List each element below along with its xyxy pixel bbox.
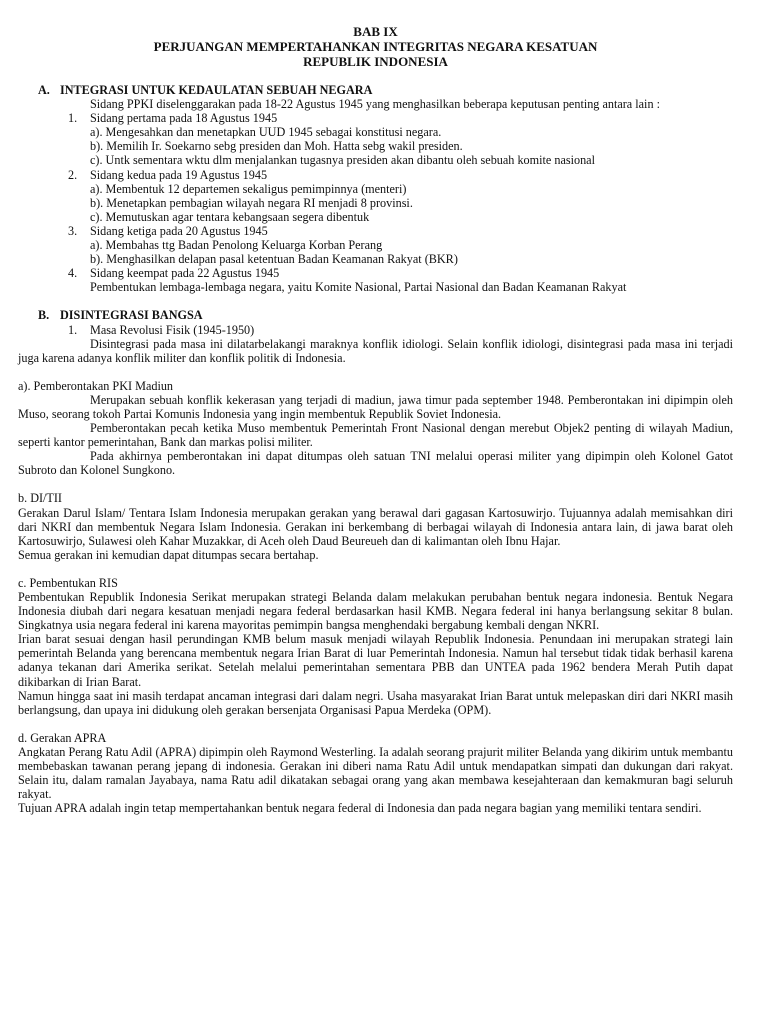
pki-paragraph-1: Merupakan sebuah konflik kekerasan yang terjadi di madiun, jawa timur pada september 1948. Pemberontakan ini dipimpin oleh Muso, seorang tokoh Partai Komunis Indonesia yang ingin membentuk Republik Soviet Indonesia. — [18, 392, 733, 421]
subsection-title: Masa Revolusi Fisik (1945-1950) — [90, 322, 255, 337]
document-page — [18, 24, 733, 815]
section-b-label: B. — [38, 308, 50, 323]
session-1-number: 1. — [68, 111, 78, 126]
session-2-item-c: c). Memutuskan agar tentara kebangsaan segera dibentuk — [90, 209, 370, 224]
section-a-label: A. — [38, 83, 50, 97]
ris-heading: c. Pembentukan RIS — [18, 575, 118, 590]
apra-paragraph-1: Angkatan Perang Ratu Adil (APRA) dipimpin oleh Raymond Westerling. Ia adalah seorang prajurit militer Belanda yang dikirim untuk membantu membebaskan tawanan perang jepang di indonesia. Gerakan ini diberi nama Ratu Adil untuk mendapatkan simpati dan dukungan dari rakyat. Selain itu, dalam ramalan Jayabaya, nama Ratu adil dikatakan sebagai orang yang akan membawa kesejahteraan dan kemakmuran bagi seluruh rakyat. — [18, 744, 733, 802]
ris-paragraph-3: Namun hingga saat ini masih terdapat ancaman integrasi dari dalam negri. Usaha masyarakat Irian Barat untuk melepaskan diri dari NKRI masih berlangsung, dan upaya ini didukung oleh gerakan bersenjata Organisasi Papua Merdeka (OPM). — [18, 688, 733, 717]
section-b-heading — [18, 308, 733, 322]
ris-paragraph-2: Irian barat sesuai dengan hasil perundingan KMB belum masuk menjadi wilayah Republik Indonesia. Penundaan ini merupakan strategi lain pemerintah Belanda yang berencana membentuk negara Irian Barat di luar Pemerintah Indonesia. Namun hal tersebut tidak tidak berhasil karena adanya tekanan dari Amerika serikat. Setelah melalui pemerintahan sementara PBB dan UNTEA pada 1962 bendera Merah Putih dapat dikibarkan di Irian Barat. — [18, 632, 733, 689]
spacer — [18, 562, 733, 576]
dii-heading: b. DI/TII — [18, 491, 62, 506]
apra-heading: d. Gerakan APRA — [18, 730, 107, 745]
session-2-item-b: b). Menetapkan pembagian wilayah negara RI menjadi 8 provinsi. — [90, 195, 413, 210]
section-a-heading — [18, 83, 733, 97]
spacer — [18, 477, 733, 491]
chapter-label: BAB IX — [353, 24, 398, 39]
chapter-title-line2: REPUBLIK INDONESIA — [303, 54, 448, 69]
spacer — [18, 717, 733, 731]
session-4-title: Sidang keempat pada 22 Agustus 1945 — [90, 266, 280, 281]
session-2-number: 2. — [68, 167, 78, 182]
session-3 — [18, 224, 733, 238]
session-1-item-c: c). Untk sementara wktu dlm menjalankan tugasnya presiden akan dibantu oleh sebuah komite nasional — [90, 153, 595, 168]
session-3-title: Sidang ketiga pada 20 Agustus 1945 — [90, 223, 268, 238]
session-4-number: 4. — [68, 266, 78, 281]
pki-paragraph-3: Pada akhirnya pemberontakan ini dapat ditumpas oleh satuan TNI melalui operasi militer yang dipimpin oleh Kolonel Gatot Subroto dan Kolonel Sungkono. — [18, 449, 733, 478]
section-b-title: DISINTEGRASI BANGSA — [60, 308, 203, 323]
section-a-intro: Sidang PPKI diselenggarakan pada 18-22 Agustus 1945 yang menghasilkan beberapa keputusan penting antara lain : — [90, 97, 660, 112]
pki-paragraph-2: Pemberontakan pecah ketika Muso membentuk Pemerintah Front Nasional dengan merebut Objek2 penting di wilayah Madiun, seperti kantor pemerintahan, Bank dan markas polisi militer. — [18, 421, 733, 450]
session-1-item-b: b). Memilih Ir. Soekarno sebg presiden dan Moh. Hatta sebg wakil presiden. — [90, 139, 463, 154]
session-1-item-a: a). Mengesahkan dan menetapkan UUD 1945 sebagai konstitusi negara. — [90, 125, 442, 140]
session-1 — [18, 111, 733, 125]
session-3-item-a: a). Membahas ttg Badan Penolong Keluarga Korban Perang — [90, 238, 383, 253]
session-3-number: 3. — [68, 223, 78, 238]
dii-paragraph-1: Gerakan Darul Islam/ Tentara Islam Indonesia merupakan gerakan yang berawal dari gagasan Kartosuwirjo. Tujuannya adalah memisahkan diri dari NKRI dan membentuk Negara Islam Indonesia. Gerakan ini berkembang di berbagai wilayah di Indonesia antara lain, di jawa barat oleh Kartosuwirjo, Sulawesi oleh Kahar Muzakkar, di Aceh oleh Daud Beureueh dan di kalimantan oleh Ibnu Hajar. — [18, 505, 733, 548]
pki-heading: a). Pemberontakan PKI Madiun — [18, 378, 174, 393]
session-2-item-a: a). Membentuk 12 departemen sekaligus pemimpinnya (menteri) — [90, 181, 407, 196]
subsection-revolusi — [18, 323, 733, 337]
session-2 — [18, 168, 733, 182]
subsection-number: 1. — [68, 322, 78, 337]
apra-paragraph-2: Tujuan APRA adalah ingin tetap mempertahankan bentuk negara federal di Indonesia dan pada negara bagian yang memiliki tentara sendiri. — [18, 801, 702, 816]
session-4 — [18, 266, 733, 280]
session-3-item-b: b). Menghasilkan delapan pasal ketentuan Badan Keamanan Rakyat (BKR) — [90, 252, 458, 267]
dii-paragraph-2: Semua gerakan ini kemudian dapat ditumpas secara bertahap. — [18, 547, 319, 562]
session-1-title: Sidang pertama pada 18 Agustus 1945 — [90, 111, 278, 126]
session-2-title: Sidang kedua pada 19 Agustus 1945 — [90, 167, 268, 182]
section-b-intro: Disintegrasi pada masa ini dilatarbelakangi maraknya konflik idiologi. Selain konflik idiologi, disintegrasi pada masa ini terjadi juga karena adanya konflik militer dan konflik politik di Indonesia. — [18, 336, 733, 365]
chapter-title-line1: PERJUANGAN MEMPERTAHANKAN INTEGRITAS NEGARA KESATUAN — [153, 39, 598, 54]
session-4-item: Pembentukan lembaga-lembaga negara, yaitu Komite Nasional, Partai Nasional dan Badan Keamanan Rakyat — [90, 280, 627, 295]
ris-paragraph-1: Pembentukan Republik Indonesia Serikat merupakan strategi Belanda dalam melakukan perubahan bentuk negara indonesia. Bentuk Negara Indonesia diubah dari negara kesatuan menjadi negara federal berdasarkan hasil KMB. Negara federal ini hanya berlangsung sekitar 8 bulan. Singkatnya usia negara federal ini karena mayoritas pemimpin bangsa menghendaki bergabung kembali dengan NKRI. — [18, 590, 733, 633]
spacer — [18, 365, 733, 379]
section-a-title: INTEGRASI UNTUK KEDAULATAN SEBUAH NEGARA — [60, 83, 373, 97]
